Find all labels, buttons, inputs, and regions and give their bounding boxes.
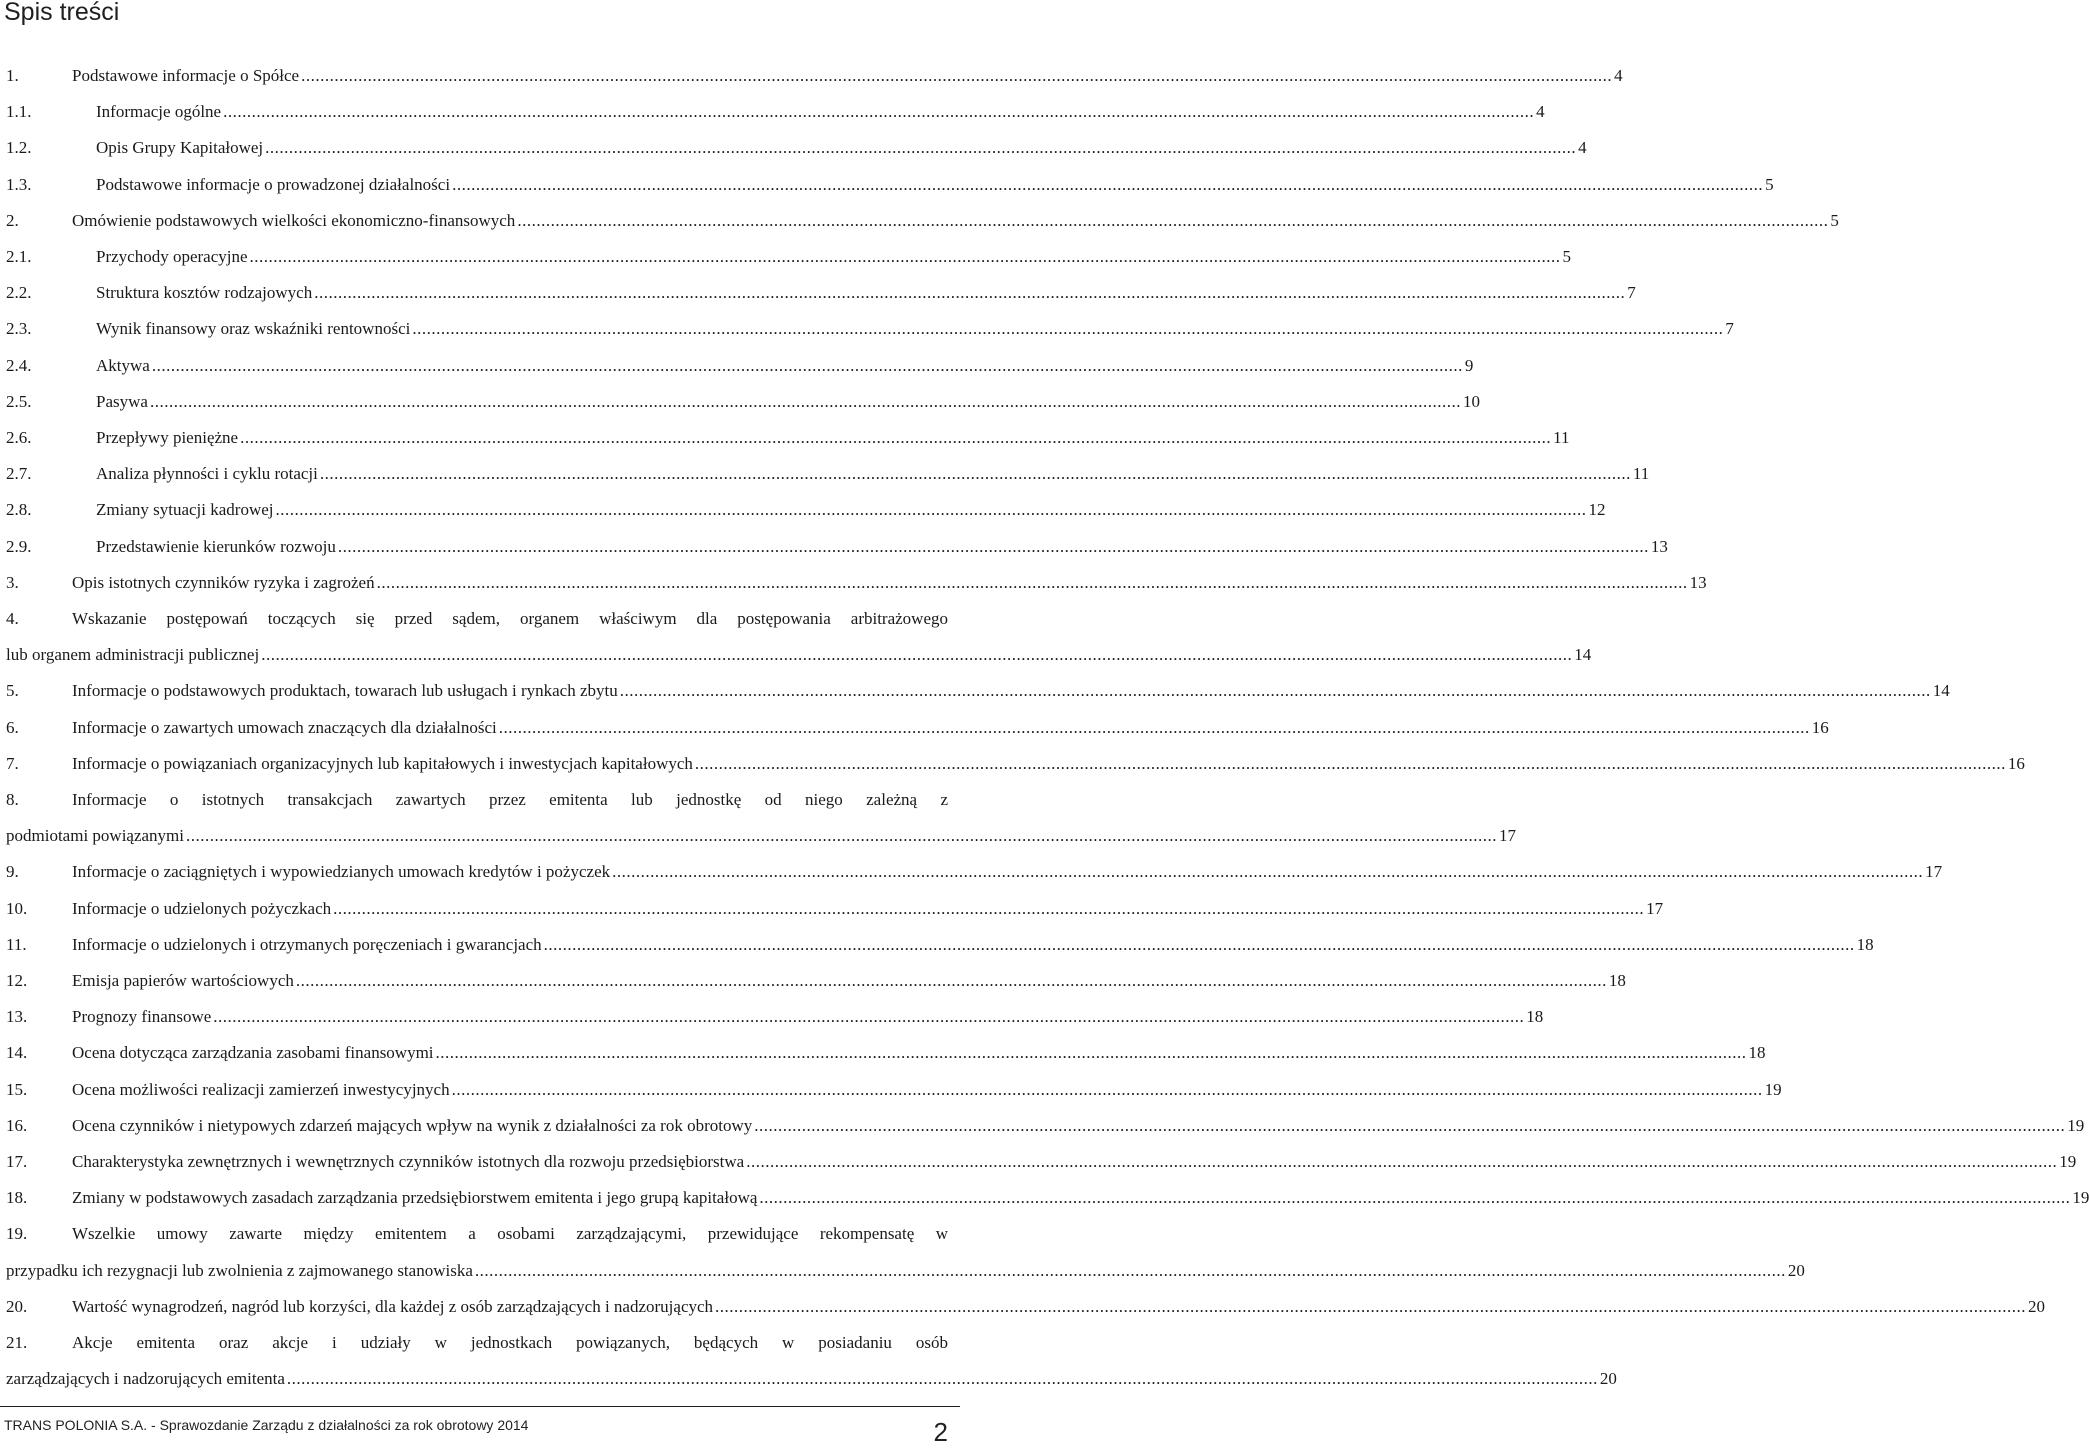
toc-entry[interactable] bbox=[6, 1295, 2046, 1319]
footer-page-number: 2 bbox=[933, 1417, 948, 1447]
toc-leader-dots bbox=[754, 1114, 2065, 1138]
toc-leader-dots bbox=[436, 1041, 1747, 1065]
toc-entry[interactable] bbox=[6, 1041, 1766, 1065]
toc-entry-title: Informacje o podstawowych produktach, towarach lub usługach i rynkach zbytu bbox=[72, 681, 618, 701]
toc-leader-dots bbox=[296, 969, 1607, 993]
toc-leader-dots bbox=[452, 1078, 1763, 1102]
toc-entry-number: 20. bbox=[6, 1296, 28, 1316]
toc-entry-page: 17 bbox=[1646, 898, 1664, 918]
toc-entry[interactable] bbox=[6, 752, 2025, 776]
toc-entry-page: 18 bbox=[1526, 1007, 1544, 1027]
toc-leader-dots bbox=[320, 462, 1631, 486]
toc-entry-title: Przychody operacyjne bbox=[96, 247, 248, 266]
toc-entry[interactable] bbox=[6, 535, 1668, 559]
toc-entry[interactable] bbox=[6, 209, 1839, 233]
toc-entry-number: 1.3. bbox=[6, 174, 32, 194]
toc-entry-page: 5 bbox=[1765, 174, 1774, 194]
toc-entry-continuation[interactable] bbox=[6, 643, 1592, 667]
toc-entry-title: Wartość wynagrodzeń, nagród lub korzyści, dla każdej z osób zarządzających i nadzorujących bbox=[72, 1296, 714, 1316]
toc-leader-dots bbox=[338, 535, 1649, 559]
toc-entry-page: 16 bbox=[1811, 717, 1829, 737]
toc-leader-dots bbox=[250, 245, 1561, 269]
toc-leader-dots bbox=[276, 498, 1587, 522]
toc-entry-number: 2.4. bbox=[6, 355, 32, 375]
toc-entry[interactable] bbox=[6, 462, 1650, 486]
toc-leader-dots bbox=[314, 281, 1625, 305]
toc-leader-dots bbox=[301, 64, 1612, 88]
toc-entry-number: 9. bbox=[6, 862, 19, 882]
toc-entry[interactable] bbox=[6, 933, 1874, 957]
toc-entry-number: 14. bbox=[6, 1043, 28, 1063]
toc-leader-dots bbox=[223, 100, 1534, 124]
toc-leader-dots bbox=[695, 752, 2006, 776]
toc-leader-dots bbox=[475, 1259, 1786, 1283]
toc-entry[interactable] bbox=[6, 1331, 948, 1355]
toc-entry[interactable] bbox=[6, 390, 1480, 414]
toc-entry[interactable] bbox=[6, 426, 1570, 450]
toc-entry-page: 18 bbox=[1856, 934, 1874, 954]
toc-entry-title: Wskazanie postępowań toczących się przed sądem, organem właściwym dla postępowania arbitrażowego bbox=[72, 609, 948, 628]
toc-entry-title: Podstawowe informacje o Spółce bbox=[72, 66, 300, 85]
toc-entry-number: 13. bbox=[6, 1007, 28, 1027]
toc-entry-title: Informacje o udzielonych i otrzymanych poręczeniach i gwarancjach bbox=[72, 934, 542, 954]
toc-entry-title: Omówienie podstawowych wielkości ekonomiczno-finansowych bbox=[72, 210, 516, 230]
toc-entry-page: 17 bbox=[1925, 862, 1943, 882]
toc-entry-number: 2.1. bbox=[6, 247, 32, 266]
toc-entry-title-continued: przypadku ich rezygnacji lub zwolnienia z zajmowanego stanowiska bbox=[6, 1260, 473, 1280]
toc-entry[interactable] bbox=[6, 607, 948, 631]
toc-entry[interactable] bbox=[6, 317, 1734, 341]
toc-entry-page: 13 bbox=[1650, 536, 1668, 556]
toc-entry-number: 1.1. bbox=[6, 102, 32, 122]
toc-entry-number: 2.9. bbox=[6, 536, 32, 556]
toc-entry-title-continued: lub organem administracji publicznej bbox=[6, 645, 260, 665]
toc-entry-title-continued: zarządzających i nadzorujących emitenta bbox=[6, 1369, 285, 1389]
toc-entry-title: Aktywa bbox=[96, 355, 150, 375]
toc-entry[interactable] bbox=[6, 281, 1636, 305]
toc-leader-dots bbox=[499, 716, 1810, 740]
toc-entry-title: Zmiany w podstawowych zasadach zarządzania przedsiębiorstwem emitenta i jego grupą kapitałową bbox=[72, 1188, 758, 1208]
toc-entry-title: Informacje ogólne bbox=[96, 102, 222, 122]
toc-leader-dots bbox=[261, 643, 1572, 667]
toc-entry[interactable] bbox=[6, 1114, 2085, 1138]
toc-entry-page: 14 bbox=[1574, 645, 1592, 665]
toc-entry-number: 19. bbox=[6, 1224, 28, 1244]
toc-entry-page: 14 bbox=[1932, 681, 1950, 701]
toc-entry[interactable] bbox=[6, 173, 1774, 197]
toc-entry-title: Informacje o istotnych transakcjach zawartych przez emitenta lub jednostkę od niego zależną z bbox=[72, 790, 948, 809]
page-footer bbox=[0, 1406, 960, 1449]
toc-entry[interactable] bbox=[6, 136, 1587, 160]
toc-entry[interactable] bbox=[6, 716, 1829, 740]
toc-entry-page: 7 bbox=[1627, 283, 1636, 303]
toc-entry-number: 2.3. bbox=[6, 319, 32, 339]
toc-leader-dots bbox=[746, 1150, 2057, 1174]
toc-entry-title: Zmiany sytuacji kadrowej bbox=[96, 500, 274, 520]
toc-entry[interactable] bbox=[6, 245, 1572, 269]
toc-entry[interactable] bbox=[6, 679, 1950, 703]
toc-entry-title: Informacje o zawartych umowach znaczących dla działalności bbox=[72, 717, 497, 737]
toc-entry[interactable] bbox=[6, 571, 1707, 595]
toc-entry-page: 13 bbox=[1689, 572, 1707, 592]
toc-entry-page: 4 bbox=[1578, 138, 1587, 158]
toc-entry-page: 7 bbox=[1725, 319, 1734, 339]
toc-entry-number: 17. bbox=[6, 1152, 28, 1171]
toc-entry-number: 12. bbox=[6, 971, 28, 990]
toc-leader-dots bbox=[240, 426, 1551, 450]
toc-entry-title: Przedstawienie kierunków rozwoju bbox=[96, 536, 336, 556]
toc-leader-dots bbox=[213, 1005, 1524, 1029]
toc-entry-page: 16 bbox=[2007, 753, 2025, 773]
toc-entry[interactable] bbox=[6, 498, 1606, 522]
toc-entry-number: 1. bbox=[6, 66, 19, 85]
toc-entry-title: Ocena czynników i nietypowych zdarzeń mających wpływ na wynik z działalności za rok obrotowy bbox=[72, 1115, 753, 1135]
toc-entry-page: 19 bbox=[2059, 1152, 2077, 1171]
toc-entry-number: 1.2. bbox=[6, 138, 32, 158]
toc-entry-title: Informacje o zaciągniętych i wypowiedzianych umowach kredytów i pożyczek bbox=[72, 862, 611, 882]
toc-entry-page: 5 bbox=[1562, 247, 1572, 266]
toc-entry-title: Wynik finansowy oraz wskaźniki rentowności bbox=[96, 319, 411, 339]
toc-leader-dots bbox=[265, 136, 1576, 160]
toc-entry-title: Analiza płynności i cyklu rotacji bbox=[96, 464, 318, 484]
toc-entry-page: 17 bbox=[1499, 826, 1516, 846]
toc-entry-number: 2.5. bbox=[6, 391, 32, 411]
toc-entry[interactable] bbox=[6, 1186, 2089, 1210]
toc-entry-page: 19 bbox=[2067, 1115, 2085, 1135]
toc-leader-dots bbox=[452, 173, 1763, 197]
toc-entry-page: 19 bbox=[1764, 1079, 1782, 1099]
toc-entry-page: 20 bbox=[2028, 1296, 2046, 1316]
toc-entry[interactable] bbox=[6, 860, 1943, 884]
toc-entry-title-continued: podmiotami powiązanymi bbox=[6, 826, 184, 846]
toc-entry[interactable] bbox=[6, 1150, 2077, 1174]
toc-entry-title: Wszelkie umowy zawarte między emitentem a osobami zarządzającymi, przewidujące rekompensatę w bbox=[72, 1224, 948, 1244]
toc-entry-page: 4 bbox=[1536, 102, 1545, 122]
toc-entry-number: 10. bbox=[6, 898, 28, 918]
toc-entry-page: 18 bbox=[1748, 1043, 1766, 1063]
toc-entry[interactable] bbox=[6, 1005, 1544, 1029]
toc-entry-title: Ocena możliwości realizacji zamierzeń inwestycyjnych bbox=[72, 1079, 450, 1099]
toc-entry-number: 11. bbox=[6, 934, 27, 954]
toc-entry-number: 8. bbox=[6, 790, 19, 809]
toc-entry-title: Akcje emitenta oraz akcje i udziały w jednostkach powiązanych, będących w posiadaniu osób bbox=[72, 1333, 948, 1352]
toc-entry-page: 12 bbox=[1588, 500, 1606, 520]
toc-leader-dots bbox=[186, 824, 1497, 848]
toc-entry-number: 2. bbox=[6, 210, 19, 230]
toc-entry-continuation[interactable] bbox=[6, 824, 1516, 848]
toc-leader-dots bbox=[377, 571, 1688, 595]
toc-entry-number: 7. bbox=[6, 753, 19, 773]
toc-entry-title: Przepływy pieniężne bbox=[96, 428, 239, 447]
toc-leader-dots bbox=[544, 933, 1855, 957]
toc-entry-number: 15. bbox=[6, 1079, 28, 1099]
toc-leader-dots bbox=[412, 317, 1723, 341]
toc-entry-page: 20 bbox=[1787, 1260, 1805, 1280]
toc-entry[interactable] bbox=[6, 969, 1626, 993]
toc-entry[interactable] bbox=[6, 64, 1623, 88]
toc-entry-number: 16. bbox=[6, 1115, 28, 1135]
toc-entry[interactable] bbox=[6, 1078, 1782, 1102]
toc-entry-number: 2.8. bbox=[6, 500, 32, 520]
toc-entry[interactable] bbox=[6, 897, 1664, 921]
toc-entry-number: 3. bbox=[6, 572, 19, 592]
toc-entry-number: 2.6. bbox=[6, 428, 32, 447]
toc-entry-page: 10 bbox=[1462, 391, 1480, 411]
toc-entry-number: 6. bbox=[6, 717, 19, 737]
toc-entry-page: 5 bbox=[1830, 210, 1839, 230]
toc-entry-number: 2.2. bbox=[6, 283, 32, 303]
toc-entry-page: 11 bbox=[1632, 464, 1650, 484]
toc-leader-dots bbox=[152, 354, 1463, 378]
toc-leader-dots bbox=[517, 209, 1828, 233]
toc-entry-title: Emisja papierów wartościowych bbox=[72, 971, 294, 990]
toc-entry-title: Informacje o udzielonych pożyczkach bbox=[72, 898, 332, 918]
toc-leader-dots bbox=[612, 860, 1923, 884]
toc-leader-dots bbox=[620, 679, 1931, 703]
toc-entry-title: Informacje o powiązaniach organizacyjnych lub kapitałowych i inwestycjach kapitałowych bbox=[72, 753, 693, 773]
toc-entry-page: 18 bbox=[1608, 971, 1626, 990]
toc-entry-continuation[interactable] bbox=[6, 1367, 1617, 1391]
toc-entry-title: Pasywa bbox=[96, 391, 148, 411]
toc-entry-page: 11 bbox=[1553, 428, 1570, 447]
toc-entry-title: Prognozy finansowe bbox=[72, 1007, 212, 1027]
toc-entry-page: 4 bbox=[1614, 66, 1623, 85]
toc-entry-page: 19 bbox=[2072, 1188, 2089, 1208]
toc-entry-title: Charakterystyka zewnętrznych i wewnętrznych czynników istotnych dla rozwoju przedsiębiorstwa bbox=[72, 1152, 745, 1171]
toc-entry-number: 5. bbox=[6, 681, 19, 701]
toc-entry[interactable] bbox=[6, 100, 1545, 124]
toc-entry-title: Opis istotnych czynników ryzyka i zagrożeń bbox=[72, 572, 375, 592]
toc-entry-page: 9 bbox=[1464, 355, 1474, 375]
toc-entry[interactable] bbox=[6, 354, 1474, 378]
toc-entry[interactable] bbox=[6, 788, 948, 812]
toc-entry-continuation[interactable] bbox=[6, 1259, 1805, 1283]
toc-entry-title: Struktura kosztów rodzajowych bbox=[96, 283, 313, 303]
toc-leader-dots bbox=[759, 1186, 2070, 1210]
toc-entry-number: 4. bbox=[6, 609, 19, 628]
toc-leader-dots bbox=[287, 1367, 1598, 1391]
page-title: Spis treści bbox=[4, 0, 120, 26]
toc-entry-title: Opis Grupy Kapitałowej bbox=[96, 138, 264, 158]
toc-leader-dots bbox=[333, 897, 1644, 921]
footer-text: TRANS POLONIA S.A. - Sprawozdanie Zarządu z działalności za rok obrotowy 2014 bbox=[4, 1417, 529, 1433]
toc-entry-title: Ocena dotycząca zarządzania zasobami finansowymi bbox=[72, 1043, 434, 1063]
toc-entry-page: 20 bbox=[1599, 1369, 1617, 1389]
toc-entry-title: Podstawowe informacje o prowadzonej działalności bbox=[96, 174, 451, 194]
toc-entry-number: 21. bbox=[6, 1333, 28, 1352]
toc-entry[interactable] bbox=[6, 1222, 948, 1246]
toc-leader-dots bbox=[150, 390, 1461, 414]
toc-leader-dots bbox=[715, 1295, 2026, 1319]
toc-entry-number: 2.7. bbox=[6, 464, 32, 484]
toc-entry-number: 18. bbox=[6, 1188, 28, 1208]
